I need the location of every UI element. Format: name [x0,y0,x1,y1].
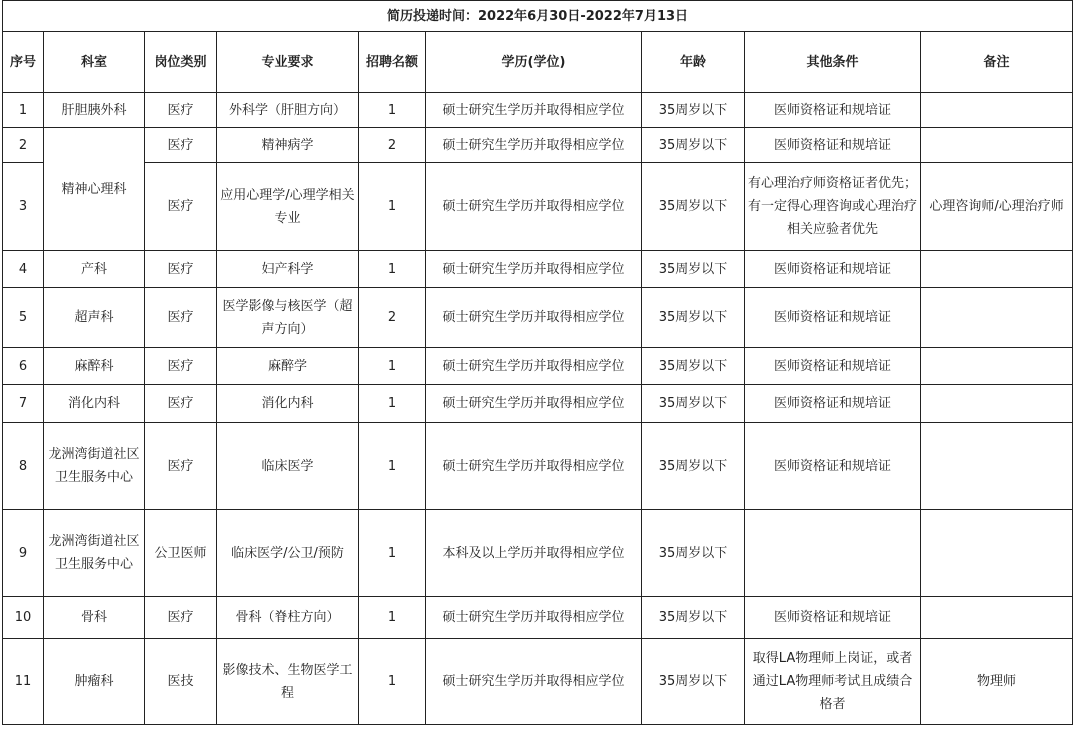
cell-count: 2 [359,128,426,163]
cell-category: 医疗 [145,423,217,510]
cell-no: 3 [3,163,44,251]
cell-count: 1 [359,163,426,251]
cell-category: 医疗 [145,251,217,288]
cell-count: 1 [359,639,426,725]
cell-no: 2 [3,128,44,163]
cell-other: 医师资格证和规培证 [745,348,921,385]
table-row [3,597,1073,639]
cell-dept: 肿瘤科 [44,639,145,725]
cell-remark: 物理师 [921,639,1073,725]
cell-other: 医师资格证和规培证 [745,128,921,163]
table-row [3,163,1073,251]
cell-education: 硕士研究生学历并取得相应学位 [426,639,642,725]
cell-remark [921,93,1073,128]
cell-remark: 心理咨询师/心理治疗师 [921,163,1073,251]
cell-count: 1 [359,348,426,385]
cell-education: 硕士研究生学历并取得相应学位 [426,423,642,510]
cell-major: 医学影像与核医学（超声方向） [217,288,359,348]
cell-dept: 麻醉科 [44,348,145,385]
cell-category: 医疗 [145,288,217,348]
cell-other: 医师资格证和规培证 [745,423,921,510]
cell-age: 35周岁以下 [642,128,745,163]
cell-count: 1 [359,251,426,288]
cell-category: 医疗 [145,128,217,163]
cell-no: 8 [3,423,44,510]
cell-major: 临床医学/公卫/预防 [217,510,359,597]
cell-age: 35周岁以下 [642,288,745,348]
cell-count: 1 [359,510,426,597]
cell-other [745,510,921,597]
cell-other: 医师资格证和规培证 [745,251,921,288]
table-row [3,385,1073,423]
table-row [3,251,1073,288]
cell-dept: 消化内科 [44,385,145,423]
cell-no: 7 [3,385,44,423]
cell-education: 硕士研究生学历并取得相应学位 [426,163,642,251]
cell-education: 硕士研究生学历并取得相应学位 [426,128,642,163]
cell-education: 硕士研究生学历并取得相应学位 [426,93,642,128]
cell-major: 应用心理学/心理学相关专业 [217,163,359,251]
table-row [3,348,1073,385]
header-category: 岗位类别 [145,32,217,93]
cell-count: 1 [359,385,426,423]
cell-dept: 精神心理科 [44,128,145,251]
cell-remark [921,423,1073,510]
cell-major: 精神病学 [217,128,359,163]
cell-major: 影像技术、生物医学工程 [217,639,359,725]
cell-no: 11 [3,639,44,725]
header-count: 招聘名额 [359,32,426,93]
cell-category: 医疗 [145,597,217,639]
cell-no: 4 [3,251,44,288]
cell-education: 硕士研究生学历并取得相应学位 [426,348,642,385]
header-other: 其他条件 [745,32,921,93]
header-major: 专业要求 [217,32,359,93]
cell-dept: 肝胆胰外科 [44,93,145,128]
header-remark: 备注 [921,32,1073,93]
cell-major: 外科学（肝胆方向） [217,93,359,128]
cell-remark [921,510,1073,597]
cell-category: 医技 [145,639,217,725]
cell-age: 35周岁以下 [642,348,745,385]
cell-age: 35周岁以下 [642,251,745,288]
cell-category: 医疗 [145,93,217,128]
cell-education: 硕士研究生学历并取得相应学位 [426,251,642,288]
cell-remark [921,597,1073,639]
cell-category: 公卫医师 [145,510,217,597]
cell-major: 临床医学 [217,423,359,510]
cell-other: 医师资格证和规培证 [745,288,921,348]
cell-dept: 超声科 [44,288,145,348]
cell-age: 35周岁以下 [642,639,745,725]
cell-category: 医疗 [145,163,217,251]
cell-education: 本科及以上学历并取得相应学位 [426,510,642,597]
cell-dept: 龙洲湾街道社区卫生服务中心 [44,510,145,597]
cell-remark [921,288,1073,348]
cell-remark [921,251,1073,288]
cell-count: 1 [359,93,426,128]
table-row [3,288,1073,348]
cell-no: 10 [3,597,44,639]
cell-major: 妇产科学 [217,251,359,288]
cell-education: 硕士研究生学历并取得相应学位 [426,288,642,348]
cell-remark [921,348,1073,385]
header-dept: 科室 [44,32,145,93]
cell-remark [921,128,1073,163]
header-row [3,32,1073,93]
cell-count: 1 [359,597,426,639]
cell-age: 35周岁以下 [642,385,745,423]
cell-age: 35周岁以下 [642,510,745,597]
cell-other: 医师资格证和规培证 [745,597,921,639]
header-no: 序号 [3,32,44,93]
cell-other: 有心理治疗师资格证者优先；有一定得心理咨询或心理治疗相关应验者优先 [745,163,921,251]
table-row [3,423,1073,510]
header-education: 学历(学位) [426,32,642,93]
cell-education: 硕士研究生学历并取得相应学位 [426,597,642,639]
table-row [3,639,1073,725]
cell-no: 9 [3,510,44,597]
cell-other: 医师资格证和规培证 [745,93,921,128]
cell-remark [921,385,1073,423]
cell-education: 硕士研究生学历并取得相应学位 [426,385,642,423]
cell-age: 35周岁以下 [642,423,745,510]
submission-period-title: 简历投递时间：2022年6月30日-2022年7月13日 [3,1,1073,32]
header-age: 年龄 [642,32,745,93]
cell-dept: 产科 [44,251,145,288]
cell-dept: 龙洲湾街道社区卫生服务中心 [44,423,145,510]
cell-major: 骨科（脊柱方向） [217,597,359,639]
cell-count: 2 [359,288,426,348]
cell-age: 35周岁以下 [642,163,745,251]
cell-category: 医疗 [145,348,217,385]
cell-major: 麻醉学 [217,348,359,385]
cell-no: 6 [3,348,44,385]
table-row [3,128,1073,163]
cell-age: 35周岁以下 [642,597,745,639]
cell-age: 35周岁以下 [642,93,745,128]
cell-dept: 骨科 [44,597,145,639]
cell-other: 取得LA物理师上岗证，或者通过LA物理师考试且成绩合格者 [745,639,921,725]
table-row [3,93,1073,128]
cell-other: 医师资格证和规培证 [745,385,921,423]
cell-no: 5 [3,288,44,348]
cell-major: 消化内科 [217,385,359,423]
recruitment-table [2,0,1073,725]
cell-count: 1 [359,423,426,510]
cell-category: 医疗 [145,385,217,423]
cell-no: 1 [3,93,44,128]
table-row [3,510,1073,597]
